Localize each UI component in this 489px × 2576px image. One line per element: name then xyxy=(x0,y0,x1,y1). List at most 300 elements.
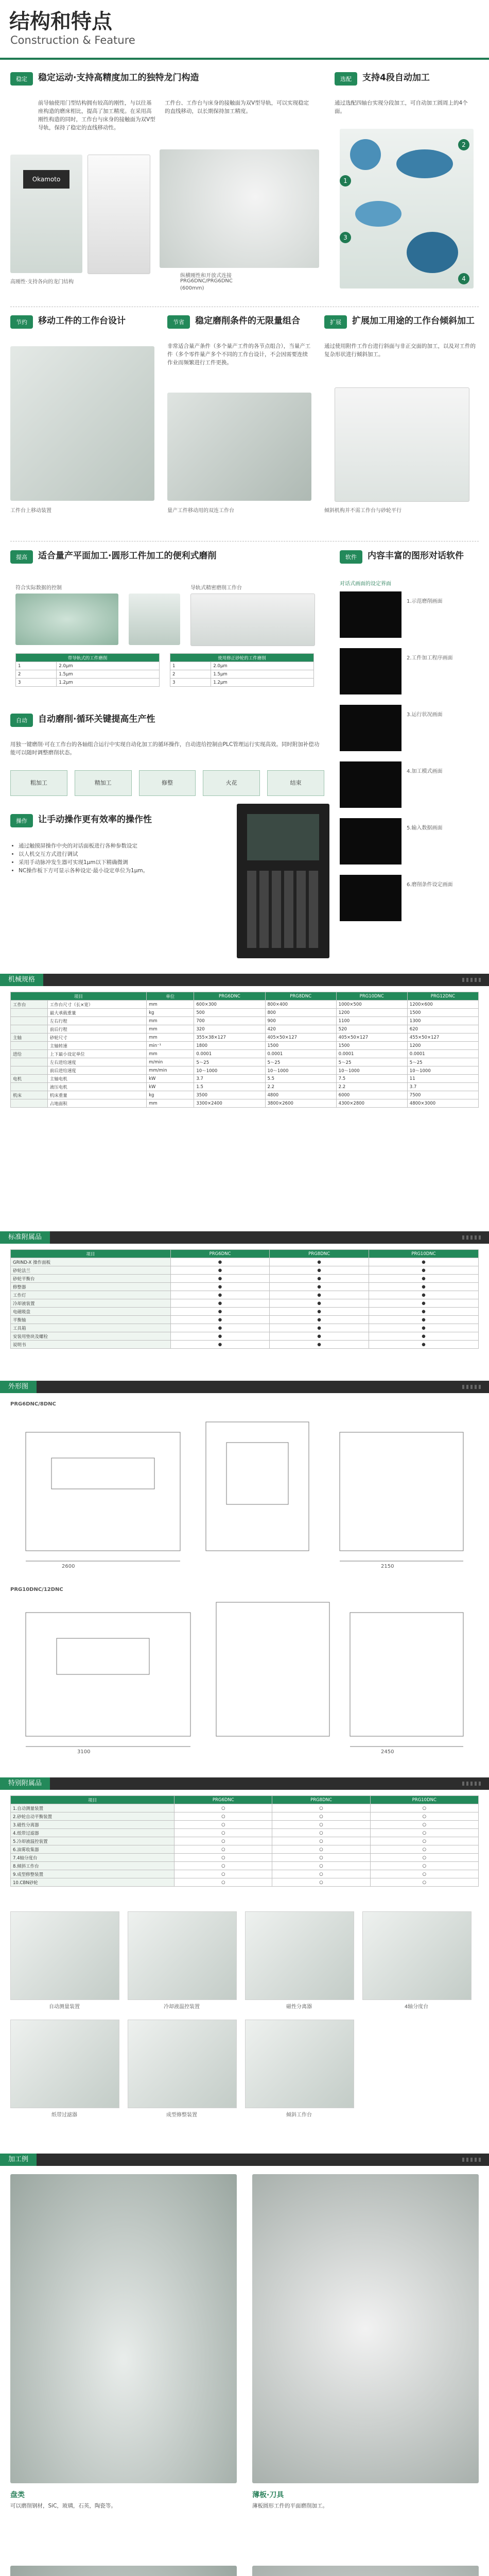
spec-table xyxy=(10,992,479,1108)
spec-cell: 上下最小设定单位 xyxy=(47,1050,146,1058)
special-cell: 4.纸带过滤器 xyxy=(11,1829,174,1837)
spec-cell: 1300 xyxy=(407,1017,478,1025)
accessory-caption: 磁性分离器 xyxy=(286,2004,312,2010)
flow-step: 结束 xyxy=(267,770,324,796)
standard-cell: ● xyxy=(170,1258,270,1266)
feature-title: 稳定运动·支持高精度加工的独特龙门构造 xyxy=(38,73,199,83)
special-cell: ○ xyxy=(174,1854,272,1862)
special-cell: ○ xyxy=(174,1829,272,1837)
header-rule xyxy=(0,58,489,60)
machine-size: (600mm) xyxy=(180,285,204,291)
section-dots xyxy=(462,2158,483,2162)
spec-cell: min⁻¹ xyxy=(147,1042,194,1050)
step-number: 2 xyxy=(458,139,469,150)
spec-header: PRG8DNC xyxy=(265,992,336,1001)
expand-diagram xyxy=(335,387,469,502)
spec-cell xyxy=(11,1099,48,1108)
standard-cell: ● xyxy=(270,1332,369,1341)
standard-row xyxy=(11,1291,479,1299)
special-cell: ○ xyxy=(370,1870,478,1878)
feature-title: 稳定磨削条件的无限量组合 xyxy=(195,316,300,326)
productivity-caption: 导轨式精密磨削工作台 xyxy=(190,585,242,591)
spec-cell: 11 xyxy=(407,1075,478,1083)
machine-photo xyxy=(160,149,319,268)
special-cell: ○ xyxy=(272,1870,370,1878)
table-cell: 1.2μm xyxy=(211,679,314,687)
standard-cell: ● xyxy=(170,1324,270,1332)
spec-cell: 6000 xyxy=(336,1091,407,1099)
spec-cell: 1200 xyxy=(336,1009,407,1017)
standard-row xyxy=(11,1332,479,1341)
workpiece-photo xyxy=(10,346,154,501)
standard-row xyxy=(11,1275,479,1283)
feature-title: 内容丰富的图形对话软件 xyxy=(368,551,464,561)
special-row xyxy=(11,1837,479,1845)
spec-cell: 3.7 xyxy=(194,1075,265,1083)
feature-axis4 xyxy=(335,72,479,299)
spec-row xyxy=(11,1017,479,1025)
page-title: 结构和特点 xyxy=(9,10,112,33)
software-screen-label: 1.示范磨削画面 xyxy=(407,599,443,604)
spec-cell: 455×50×127 xyxy=(407,1033,478,1042)
spec-cell: 前后行程 xyxy=(47,1025,146,1033)
special-cell: 3.磁性分离器 xyxy=(11,1821,174,1829)
outline-drawing-top xyxy=(10,1412,479,1577)
spec-row xyxy=(11,1066,479,1075)
spec-cell: 10～1000 xyxy=(407,1066,478,1075)
table-header: 使用修正砂轮的工件磨削 xyxy=(170,654,314,662)
special-cell: 2.砂轮自动平衡装置 xyxy=(11,1812,174,1821)
special-cell: ○ xyxy=(370,1878,478,1887)
standard-cell: ● xyxy=(170,1308,270,1316)
spec-row xyxy=(11,1050,479,1058)
standard-cell: 电磁吸盘 xyxy=(11,1308,171,1316)
table-cell: 2 xyxy=(170,670,211,679)
spec-cell: kW xyxy=(147,1075,194,1083)
special-header: PRG8DNC xyxy=(272,1796,370,1804)
special-cell: 10.CBN砂轮 xyxy=(11,1878,174,1887)
spec-cell: 4800 xyxy=(265,1091,336,1099)
spec-cell: 3300×2400 xyxy=(194,1099,265,1108)
feature-title: 移动工件的工作台设计 xyxy=(38,316,126,326)
spec-row xyxy=(11,1075,479,1083)
spec-row xyxy=(11,1083,479,1091)
standard-cell: ● xyxy=(270,1275,369,1283)
spec-cell: 1500 xyxy=(407,1009,478,1017)
standard-cell: ● xyxy=(270,1258,369,1266)
accessory-photo xyxy=(245,2020,354,2108)
spec-header: PRG12DNC xyxy=(407,992,478,1001)
standard-cell: 工具箱 xyxy=(11,1324,171,1332)
feature-body: 前导轴使用门型结构拥有较高的刚性，与以往基座构造的磨床相比，提高了加工精度。在采用高刚性构造的同时，工作台与床身的接触面为双V型导轨，保持了稳定的直线移动性。 xyxy=(38,100,155,131)
special-cell: ○ xyxy=(272,1878,370,1887)
spec-cell: 左右进给速度 xyxy=(47,1058,146,1066)
page-subtitle: Construction & Feature xyxy=(10,34,135,46)
spec-cell: kg xyxy=(147,1091,194,1099)
section-bar-standard xyxy=(0,1231,489,1244)
accessory-caption: 自动测量装置 xyxy=(49,2004,80,2010)
productivity-caption: 符合实际数据的控制 xyxy=(15,585,62,591)
feature-body: 通过使用附件工作台进行斜面与非正交面的加工，以及对工件的复杂形状进行倾斜加工。 xyxy=(324,343,476,358)
standard-cell: ● xyxy=(270,1283,369,1291)
spec-cell: kg xyxy=(147,1009,194,1017)
spec-cell: 1500 xyxy=(336,1042,407,1050)
sample-photo xyxy=(10,2566,237,2576)
spec-cell: mm xyxy=(147,1001,194,1009)
standard-cell: ● xyxy=(270,1324,369,1332)
special-cell: ○ xyxy=(272,1812,370,1821)
standard-cell: ● xyxy=(170,1332,270,1341)
standard-header: PRG6DNC xyxy=(170,1250,270,1258)
feature-body: 通过选配四轴台实现分段加工，可自动加工圆周上的4个面。 xyxy=(335,100,468,114)
page-header xyxy=(0,0,489,62)
spec-cell: 左右行程 xyxy=(47,1017,146,1025)
expand-caption: 倾斜机构并不需工作台与砂轮平行 xyxy=(324,508,401,514)
sample-title: 薄板·刀具 xyxy=(252,2491,284,2499)
spec-cell: kW xyxy=(147,1083,194,1091)
spec-cell: 进给 xyxy=(11,1050,48,1058)
special-cell: 9.成型修整装置 xyxy=(11,1870,174,1878)
standard-cell: ● xyxy=(170,1299,270,1308)
step-number: 3 xyxy=(340,232,351,243)
accessory-photo xyxy=(362,1911,471,2000)
special-cell: ○ xyxy=(370,1837,478,1845)
standard-cell: ● xyxy=(369,1275,478,1283)
standard-cell: ● xyxy=(170,1275,270,1283)
gantry-caption: 高刚性·支持各向的龙门结构 xyxy=(10,279,74,285)
spec-cell: 1000×500 xyxy=(336,1001,407,1009)
feature-title: 支持4段自动加工 xyxy=(362,73,430,83)
special-cell: ○ xyxy=(370,1821,478,1829)
standard-row xyxy=(11,1324,479,1332)
special-cell: ○ xyxy=(370,1854,478,1862)
feature-badge: 扩展 xyxy=(324,315,347,329)
section-title: 机械规格 xyxy=(0,974,43,986)
accessory-caption: 4轴分度台 xyxy=(404,2004,429,2010)
step-number: 4 xyxy=(458,273,469,284)
special-header: 项目 xyxy=(11,1796,174,1804)
special-cell: ○ xyxy=(272,1829,370,1837)
standard-cell: ● xyxy=(369,1258,478,1266)
standard-cell: ● xyxy=(369,1316,478,1324)
special-row xyxy=(11,1804,479,1812)
spec-cell: 0.0001 xyxy=(265,1050,336,1058)
standard-header: PRG10DNC xyxy=(369,1250,478,1258)
jigs-photo xyxy=(167,393,311,501)
special-cell: ○ xyxy=(174,1845,272,1854)
sample-photo xyxy=(252,2566,479,2576)
dimension-label: 3100 xyxy=(77,1749,91,1755)
feature-badge: 软件 xyxy=(340,550,362,564)
standard-cell: 说明书 xyxy=(11,1341,171,1349)
spec-cell: 520 xyxy=(336,1025,407,1033)
spec-cell: 最大承载重量 xyxy=(47,1009,146,1017)
flow-step: 修整 xyxy=(139,770,196,796)
section-bar-outline xyxy=(0,1381,489,1393)
spec-cell: 420 xyxy=(265,1025,336,1033)
spec-cell: 405×50×127 xyxy=(265,1033,336,1042)
special-cell: ○ xyxy=(370,1812,478,1821)
flow-step: 精加工 xyxy=(75,770,132,796)
bullet-item: • 以人机交互方式进行调试 xyxy=(19,850,224,858)
special-table xyxy=(10,1795,479,1887)
special-cell: ○ xyxy=(174,1878,272,1887)
spec-cell: 0.0001 xyxy=(407,1050,478,1058)
spec-cell: 5～25 xyxy=(265,1058,336,1066)
special-cell: ○ xyxy=(174,1812,272,1821)
spec-cell: 7500 xyxy=(407,1091,478,1099)
feature-title: 让手动操作更有效率的操作性 xyxy=(38,815,152,825)
section-bar-spec xyxy=(0,974,489,986)
special-cell: ○ xyxy=(272,1804,370,1812)
standard-cell: 工作灯 xyxy=(11,1291,171,1299)
feature-software xyxy=(340,550,479,962)
special-cell: ○ xyxy=(174,1862,272,1870)
spec-cell: 4300×2800 xyxy=(336,1099,407,1108)
spec-cell: 工作台 xyxy=(11,1001,48,1009)
table-cell: 1 xyxy=(170,662,211,670)
gantry-photo xyxy=(10,155,82,273)
standard-cell: ● xyxy=(369,1291,478,1299)
special-cell: ○ xyxy=(174,1870,272,1878)
spec-cell: 机床重量 xyxy=(47,1091,146,1099)
software-screen-label: 4.加工模式画面 xyxy=(407,769,443,774)
sample-photo xyxy=(252,2174,479,2483)
special-cell: ○ xyxy=(370,1862,478,1870)
spec-cell: 1200 xyxy=(407,1042,478,1050)
spec-cell: 5.5 xyxy=(265,1075,336,1083)
feature-productivity xyxy=(10,550,329,705)
special-row xyxy=(11,1878,479,1887)
standard-header: PRG8DNC xyxy=(270,1250,369,1258)
jigs-caption: 量产工件移动用的双连工作台 xyxy=(167,508,234,514)
standard-cell: ● xyxy=(369,1324,478,1332)
special-cell: ○ xyxy=(272,1837,370,1845)
spec-cell: 500 xyxy=(194,1009,265,1017)
brand-logo: Okamoto xyxy=(23,170,69,189)
standard-cell: ● xyxy=(369,1266,478,1275)
disc-diagram xyxy=(15,594,118,645)
section-title: 标准附属品 xyxy=(0,1231,50,1244)
special-row xyxy=(11,1870,479,1878)
accessory-photo xyxy=(128,2020,237,2108)
section-dots xyxy=(462,1235,483,1240)
sample-body: 薄板圆形工件的平面磨削加工。 xyxy=(252,2503,328,2509)
spec-header: 单位 xyxy=(147,992,194,1001)
special-photos xyxy=(10,1911,479,2128)
spec-header: PRG6DNC xyxy=(194,992,265,1001)
standard-row xyxy=(11,1266,479,1275)
software-screen-label: 3.运行状况画面 xyxy=(407,712,443,718)
feature-badge: 选配 xyxy=(335,72,357,86)
standard-cell: ● xyxy=(170,1341,270,1349)
accessory-photo xyxy=(10,1911,119,2000)
table-cell: 1 xyxy=(16,662,57,670)
feature-workpiece xyxy=(10,315,157,532)
feature-title: 扩展加工用途的工作台倾斜加工 xyxy=(352,316,475,326)
feature-badge: 提高 xyxy=(10,550,33,564)
spec-cell: mm xyxy=(147,1099,194,1108)
spec-cell: 405×50×127 xyxy=(336,1033,407,1042)
step-number: 1 xyxy=(340,175,351,187)
accessory-photo xyxy=(245,1911,354,2000)
standard-cell: 修整器 xyxy=(11,1283,171,1291)
section-title: 外形图 xyxy=(0,1381,37,1393)
table-diagram xyxy=(190,594,315,646)
feature-title: 自动磨削·循环关键提高生产性 xyxy=(38,714,155,724)
spec-cell: 1500 xyxy=(265,1042,336,1050)
feature-stable xyxy=(10,72,324,299)
software-screen xyxy=(340,875,401,921)
standard-table xyxy=(10,1249,479,1349)
standard-row xyxy=(11,1316,479,1324)
standard-cell: ● xyxy=(170,1266,270,1275)
feature-jigs xyxy=(167,315,314,532)
feature-badge: 操作 xyxy=(10,814,33,827)
control-panel-photo xyxy=(237,804,329,958)
productivity-table-right xyxy=(170,653,314,687)
feature-title: 适合量产平面加工·圆形工件加工的便利式磨削 xyxy=(38,551,217,561)
spec-row xyxy=(11,1001,479,1009)
spec-cell: 3800×2600 xyxy=(265,1099,336,1108)
spec-cell: 10～1000 xyxy=(194,1066,265,1075)
dimension-label: 2150 xyxy=(381,1564,394,1569)
samples-grid xyxy=(10,2174,479,2576)
standard-cell: ● xyxy=(369,1308,478,1316)
spec-cell: 700 xyxy=(194,1017,265,1025)
spec-cell: 液压电机 xyxy=(47,1083,146,1091)
spec-cell: mm xyxy=(147,1033,194,1042)
software-screen-label: 6.磨削条件设定画面 xyxy=(407,882,453,888)
standard-cell: ● xyxy=(270,1266,369,1275)
spec-cell: 620 xyxy=(407,1025,478,1033)
feature-body: 非常适合量产条件（多个量产工件的各节点组合），当量产工件（多个零件量产多个不同的工作台设计，不会因需要连续作业而频繁进行工件更换。 xyxy=(167,343,311,366)
spec-cell: 0.0001 xyxy=(336,1050,407,1058)
accessory-caption: 冷却液温控装置 xyxy=(164,2004,200,2010)
spec-cell: 5～25 xyxy=(407,1058,478,1066)
spec-cell: 355×38×127 xyxy=(194,1033,265,1042)
table-cell: 2 xyxy=(16,670,57,679)
standard-cell: 冷却液装置 xyxy=(11,1299,171,1308)
table-cell: 1.5μm xyxy=(211,670,314,679)
feature-expand xyxy=(324,315,479,532)
spec-cell: 机床 xyxy=(11,1091,48,1099)
outline-label: PRG10DNC/12DNC xyxy=(10,1587,63,1592)
special-row xyxy=(11,1854,479,1862)
standard-cell: ● xyxy=(369,1332,478,1341)
section-dots xyxy=(462,1385,483,1389)
table-cell: 1.5μm xyxy=(57,670,160,679)
outline-label: PRG6DNC/8DNC xyxy=(10,1401,56,1407)
standard-cell: ● xyxy=(369,1341,478,1349)
spec-cell: mm xyxy=(147,1025,194,1033)
spec-cell: mm xyxy=(147,1017,194,1025)
spec-body xyxy=(11,1001,479,1108)
special-row xyxy=(11,1821,479,1829)
section-dots xyxy=(462,1782,483,1786)
bullet-item: • NC操作板下方可显示各种设定·最小设定单位为1μm。 xyxy=(19,867,224,875)
outline-drawing-bottom xyxy=(10,1597,479,1762)
sample-body: 可以磨削钢材，SiC，玻璃，石英，陶瓷等。 xyxy=(10,2503,116,2509)
feature-badge: 节省 xyxy=(167,315,190,329)
spec-row xyxy=(11,1033,479,1042)
special-row xyxy=(11,1862,479,1870)
standard-cell: ● xyxy=(270,1299,369,1308)
step-disc xyxy=(355,201,401,227)
spec-cell: 1.5 xyxy=(194,1083,265,1091)
section-bar-samples xyxy=(0,2154,489,2166)
special-cell: ○ xyxy=(370,1829,478,1837)
standard-cell: ● xyxy=(270,1341,369,1349)
spec-cell: 3.7 xyxy=(407,1083,478,1091)
flow-steps xyxy=(10,770,324,796)
spec-cell: 10～1000 xyxy=(336,1066,407,1075)
standard-body xyxy=(11,1258,479,1349)
spec-cell: 2.2 xyxy=(265,1083,336,1091)
step-disc xyxy=(350,139,381,170)
dimension-label: 2450 xyxy=(381,1749,394,1755)
table-cell: 3 xyxy=(170,679,211,687)
section-bar-special xyxy=(0,1777,489,1790)
spec-cell: 1100 xyxy=(336,1017,407,1025)
spec-cell: 电机 xyxy=(11,1075,48,1083)
special-cell: ○ xyxy=(272,1854,370,1862)
spec-cell: 主轴电机 xyxy=(47,1075,146,1083)
special-cell: 8.倾斜工作台 xyxy=(11,1862,174,1870)
standard-row xyxy=(11,1258,479,1266)
standard-cell: ● xyxy=(270,1291,369,1299)
special-cell: ○ xyxy=(174,1804,272,1812)
panel-keys xyxy=(247,871,319,948)
standard-cell: ● xyxy=(270,1316,369,1324)
standard-row xyxy=(11,1308,479,1316)
spec-cell: 4800×3000 xyxy=(407,1099,478,1108)
standard-cell: 砂轮法兰 xyxy=(11,1266,171,1275)
feature-auto xyxy=(10,714,329,806)
software-screen xyxy=(340,648,401,694)
spec-cell: m/min xyxy=(147,1058,194,1066)
spec-cell xyxy=(11,1066,48,1075)
spec-row xyxy=(11,1091,479,1099)
spec-cell xyxy=(11,1058,48,1066)
standard-cell: ● xyxy=(170,1283,270,1291)
special-row xyxy=(11,1829,479,1837)
spec-cell: 工作台尺寸（长×宽） xyxy=(47,1001,146,1009)
standard-cell: 平衡轴 xyxy=(11,1316,171,1324)
spec-cell xyxy=(11,1017,48,1025)
spec-cell: 600×300 xyxy=(194,1001,265,1009)
spec-cell: 3500 xyxy=(194,1091,265,1099)
spec-cell xyxy=(11,1042,48,1050)
panel-screen xyxy=(247,814,319,860)
accessory-photo xyxy=(10,2020,119,2108)
wheel-diagram xyxy=(129,594,180,645)
accessory-caption: 成型修整装置 xyxy=(166,2112,197,2118)
standard-cell: 安装用垫块及螺栓 xyxy=(11,1332,171,1341)
software-screen-label: 2.工件加工程序画面 xyxy=(407,655,453,661)
spec-row xyxy=(11,1099,479,1108)
feature-badge: 稳定 xyxy=(10,72,33,86)
special-body xyxy=(11,1804,479,1887)
standard-row xyxy=(11,1283,479,1291)
spec-header: 项目 xyxy=(11,992,147,1001)
feature-badge: 自动 xyxy=(10,714,33,727)
special-header: PRG10DNC xyxy=(370,1796,478,1804)
spec-cell: 10～1000 xyxy=(265,1066,336,1075)
spec-header: PRG10DNC xyxy=(336,992,407,1001)
special-row xyxy=(11,1812,479,1821)
standard-cell: GRIND-X 操作面板 xyxy=(11,1258,171,1266)
